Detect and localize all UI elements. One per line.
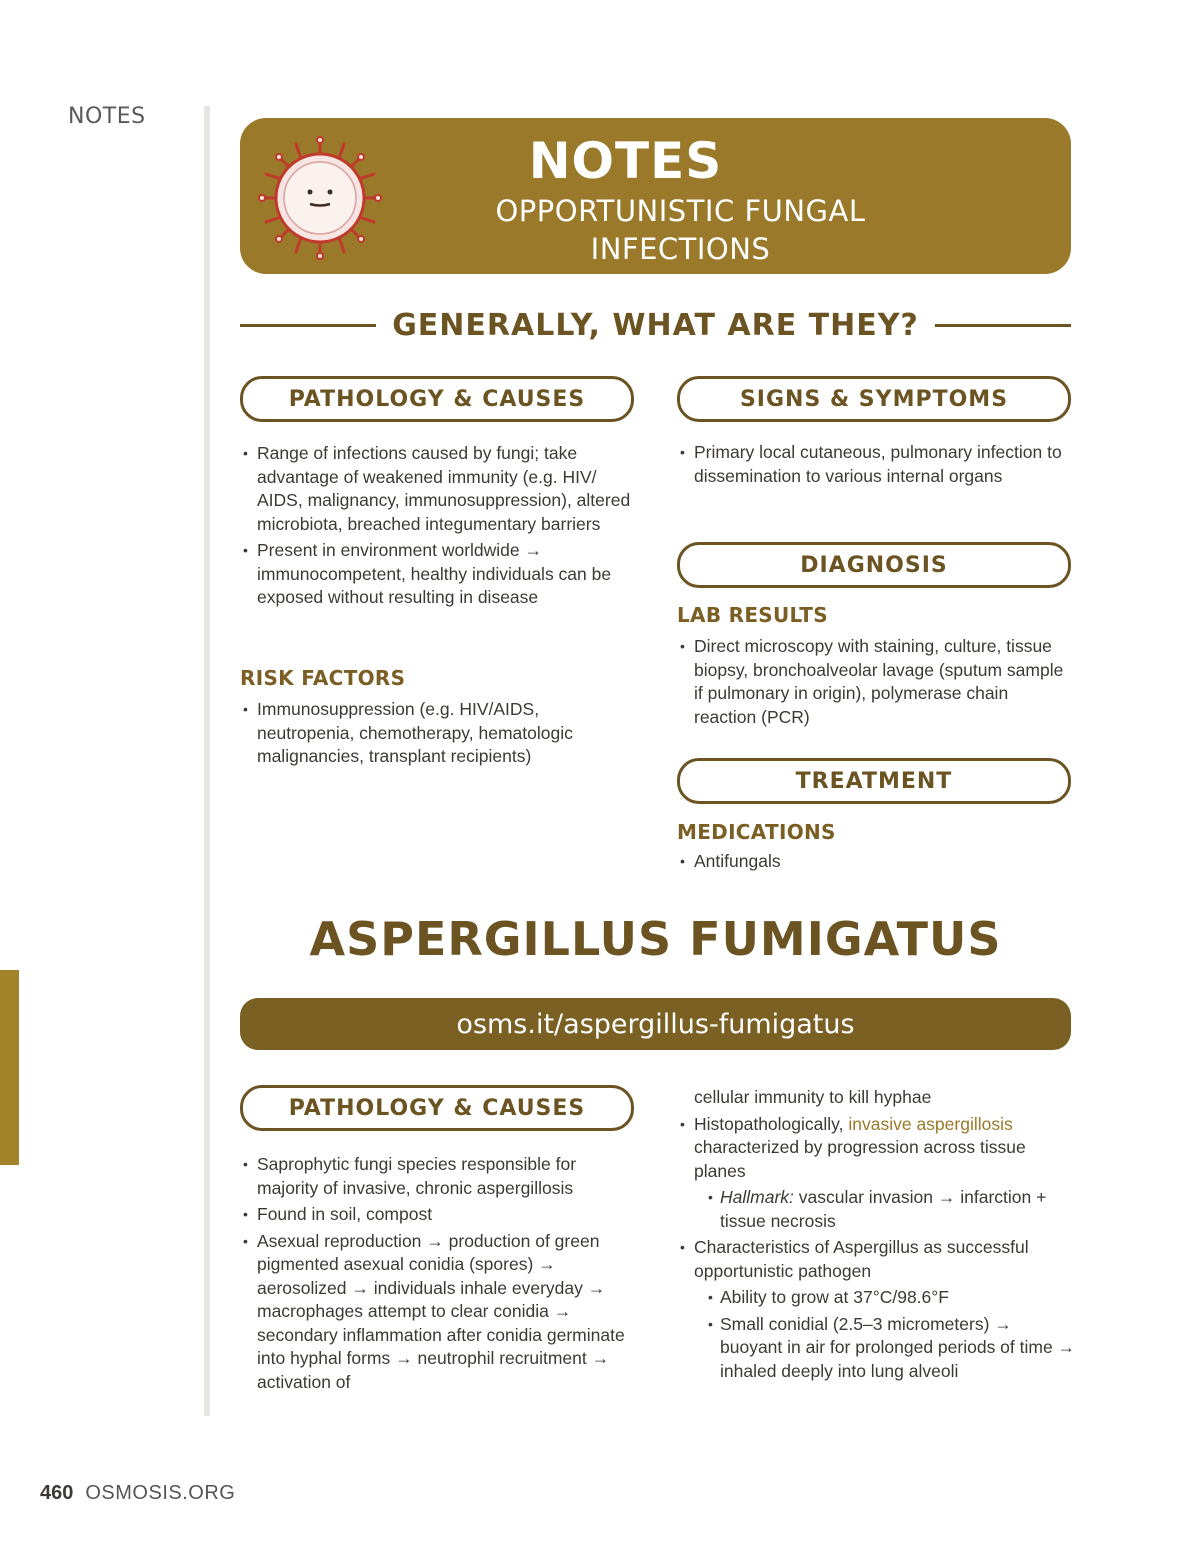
histo-suffix: characterized by progression across tissue planes [694, 1137, 1026, 1181]
general-heading-text: GENERALLY, WHAT ARE THEY? [392, 307, 919, 343]
banner-subtitle-line1: OPPORTUNISTIC FUNGAL [495, 194, 866, 228]
aspergillus-link[interactable]: osms.it/aspergillus-fumigatus [240, 998, 1071, 1050]
aspergillus-title: ASPERGILLUS FUMIGATUS [309, 912, 1002, 966]
treatment-pill: TREATMENT [677, 758, 1071, 804]
signs-symptoms-list [677, 441, 1071, 491]
list-item: • Small conidial (2.5–3 micrometers) → buoyant in air for prolonged periods of time → inhaled deeply into lung alveoli [694, 1313, 1077, 1384]
heading-rule-right [935, 324, 1071, 327]
diagnosis-pill: DIAGNOSIS [677, 542, 1071, 588]
list-item: • Direct microscopy with staining, culture, tissue biopsy, bronchoalveolar lavage (sputum sample if pulmonary in origin), polymerase chain reaction (PCR) [677, 635, 1071, 729]
site-name: OSMOSIS.ORG [85, 1482, 236, 1504]
banner-subtitle [390, 192, 971, 268]
lab-results-list [677, 635, 1071, 732]
risk-factors-list [240, 698, 640, 772]
heading-rule-left [240, 324, 376, 327]
page-number: 460 [40, 1482, 74, 1504]
histo-sublist [694, 1186, 1077, 1233]
banner-title: NOTES [528, 132, 723, 190]
asp-pathology-list [240, 1153, 640, 1397]
histo-prefix: Histopathologically, [694, 1113, 844, 1134]
list-item: • Saprophytic fungi species responsible for majority of invasive, chronic aspergillosis [240, 1153, 640, 1200]
risk-factors-heading: RISK FACTORS [240, 666, 406, 690]
list-item: • Immunosuppression (e.g. HIV/AIDS, neutropenia, chemotherapy, hematologic malignancies, transplant recipients) [240, 698, 640, 769]
characteristics-text: Characteristics of Aspergillus as successful opportunistic pathogen [694, 1237, 1029, 1281]
hallmark-label: Hallmark: [720, 1187, 794, 1207]
list-item [677, 1236, 1077, 1383]
list-item: • Found in soil, compost [240, 1203, 640, 1227]
pathology-causes-pill: PATHOLOGY & CAUSES [240, 376, 634, 422]
medications-list [677, 850, 1071, 877]
list-item: • Asexual reproduction → production of green pigmented asexual conidia (spores) → aerosolized → individuals inhale everyday → macrophages attempt to clear conidia → secondary inflammation after conidia germinate into hyphal forms → neutrophil recruitment → activation of [240, 1230, 640, 1395]
invasive-aspergillosis-term: invasive aspergillosis [848, 1113, 1013, 1134]
list-item: • Primary local cutaneous, pulmonary infection to dissemination to various internal organs [677, 441, 1071, 488]
list-item: • Present in environment worldwide → immunocompetent, healthy individuals can be exposed without resulting in disease [240, 539, 640, 610]
list-item: • Range of infections caused by fungi; take advantage of weakened immunity (e.g. HIV/ AIDS, malignancy, immunosuppression), altered microbiota, breached integumentary barriers [240, 442, 640, 536]
medications-heading: MEDICATIONS [677, 820, 836, 844]
asp-pathology-causes-pill: PATHOLOGY & CAUSES [240, 1085, 634, 1131]
page-footer [40, 1482, 235, 1505]
general-heading [240, 305, 1071, 345]
signs-symptoms-pill: SIGNS & SYMPTOMS [677, 376, 1071, 422]
characteristics-sublist [694, 1286, 1077, 1383]
list-item [694, 1186, 1077, 1233]
list-item-continuation: cellular immunity to kill hyphae [694, 1087, 932, 1107]
list-item [677, 1113, 1077, 1234]
pathology-causes-list [240, 442, 640, 613]
header-banner [240, 118, 1071, 274]
lab-results-heading: LAB RESULTS [677, 603, 828, 627]
side-rule [204, 106, 210, 1416]
side-notes-label: NOTES [68, 104, 146, 129]
list-item: • Ability to grow at 37°C/98.6°F [694, 1286, 1077, 1310]
asp-pathology-list-continued [677, 1086, 1077, 1386]
list-item: • Antifungals [677, 850, 1071, 874]
hallmark-text: vascular invasion → infarction + tissue necrosis [720, 1187, 1047, 1231]
banner-subtitle-line2: INFECTIONS [590, 232, 771, 266]
chapter-tab [0, 970, 19, 1165]
